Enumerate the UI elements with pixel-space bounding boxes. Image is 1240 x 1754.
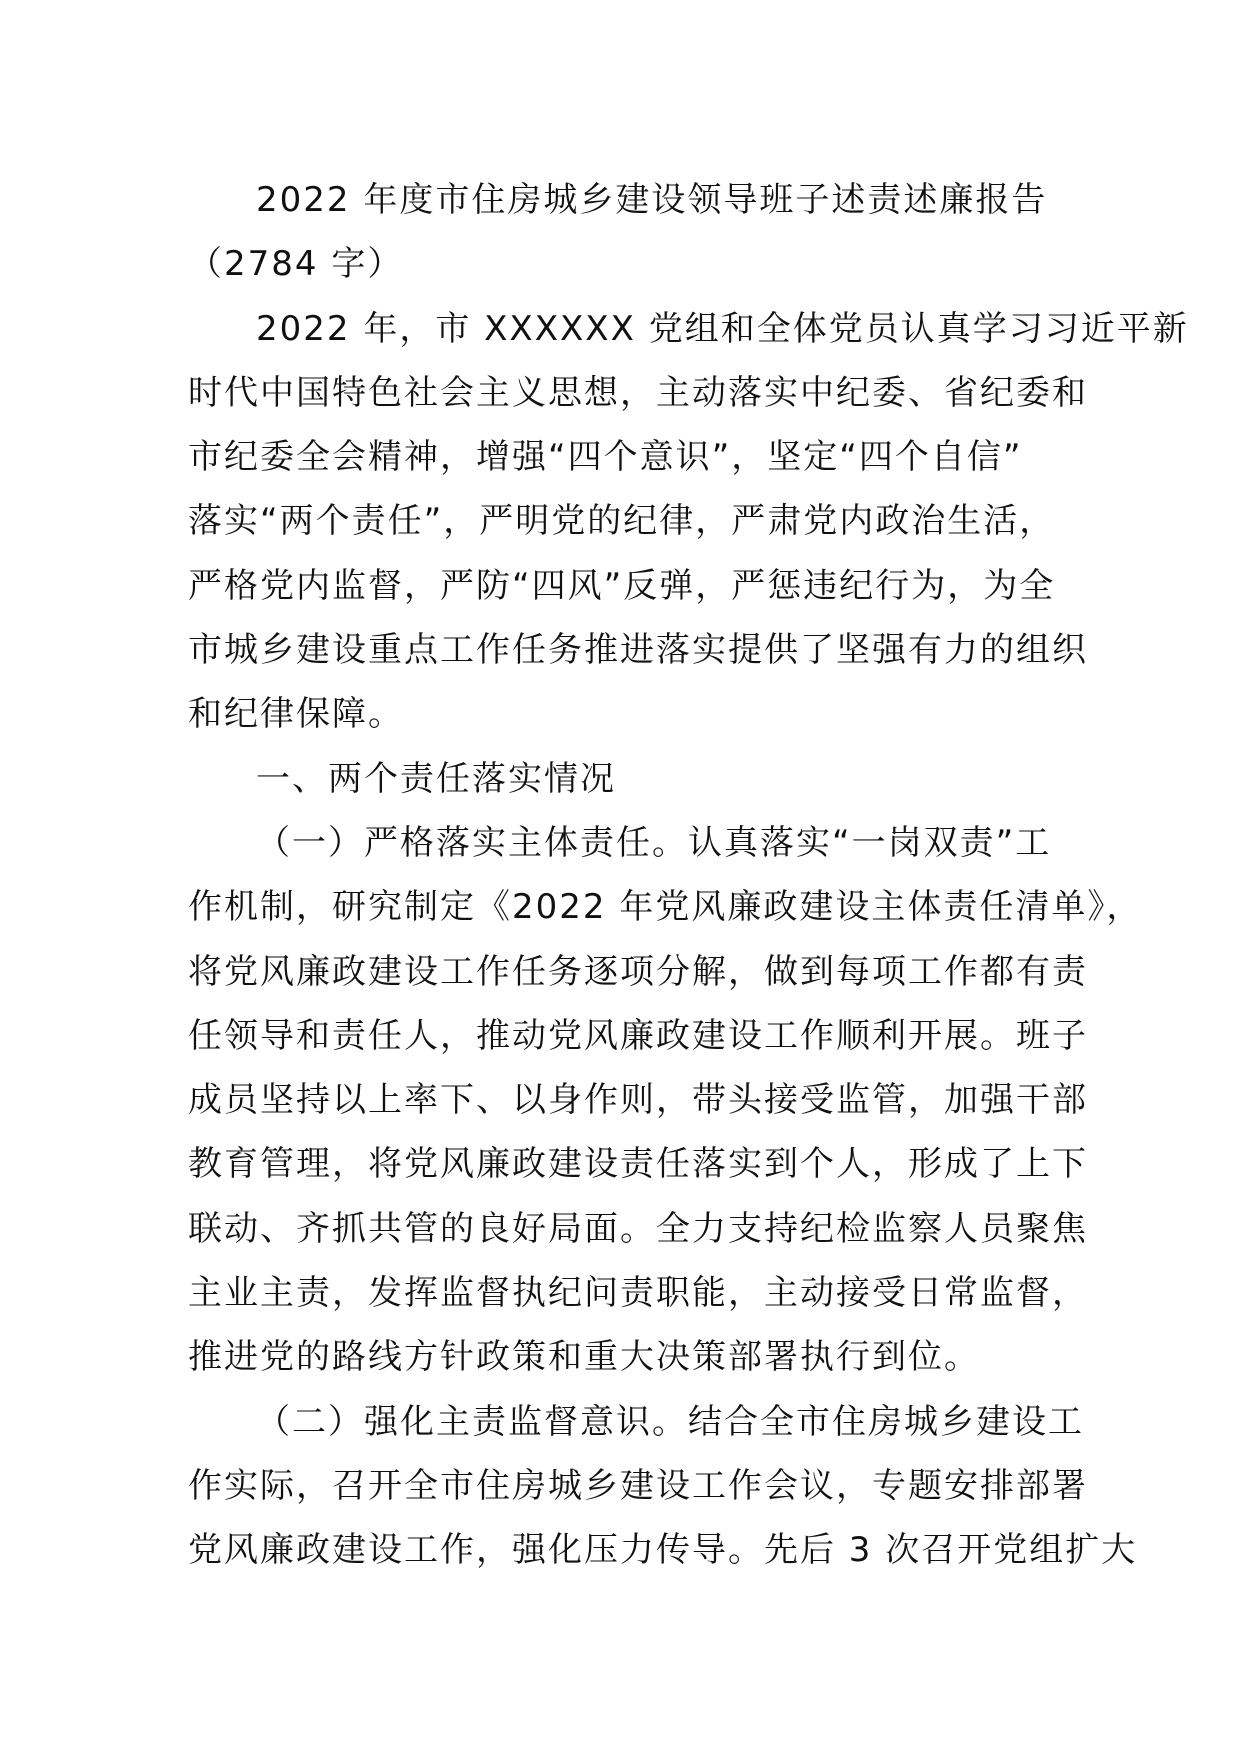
paragraph-1-line-4: 落实“两个责任”，严明党的纪律，严肃党内政治生活，: [188, 501, 1056, 542]
paragraph-3-line-5: 成员坚持以上率下、以身作则，带头接受监管，加强干部: [188, 1080, 1088, 1121]
paragraph-3-line-9: 推进党的路线方针政策和重大决策部署执行到位。: [188, 1337, 980, 1378]
paragraph-4-line-1: （二）强化主责监督意识。结合全市住房城乡建设工: [256, 1401, 1084, 1442]
paragraph-3-line-1: （一）严格落实主体责任。认真落实“一岗双责”工: [256, 822, 1052, 863]
paragraph-1-line-3: 市纪委全会精神，增强“四个意识”，坚定“四个自信”: [188, 437, 1023, 478]
paragraph-1-line-5: 严格党内监督，严防“四风”反弹，严惩违纪行为，为全: [188, 565, 1056, 606]
paragraph-4-line-2: 作实际，召开全市住房城乡建设工作会议，专题安排部署: [188, 1465, 1088, 1506]
document-title-line-1: 2022 年度市住房城乡建设领导班子述责述廉报告: [256, 180, 1048, 220]
paragraph-3-line-3: 将党风廉政建设工作任务逐项分解，做到每项工作都有责: [188, 951, 1088, 992]
document-title-line-2: （2784 字）: [188, 244, 404, 285]
paragraph-1-line-2: 时代中国特色社会主义思想，主动落实中纪委、省纪委和: [188, 372, 1088, 413]
paragraph-1-line-7: 和纪律保障。: [188, 694, 404, 735]
paragraph-3-line-6: 教育管理，将党风廉政建设责任落实到个人，形成了上下: [188, 1144, 1088, 1185]
paragraph-3-line-2: 作机制，研究制定《2022 年党风廉政建设主体责任清单》，: [188, 887, 1143, 928]
paragraph-1-line-1: 2022 年，市 XXXXXX 党组和全体党员认真学习习近平新: [256, 308, 1189, 349]
paragraph-4-line-3: 党风廉政建设工作，强化压力传导。先后 3 次召开党组扩大: [188, 1530, 1138, 1571]
document-body: [188, 168, 1189, 1583]
paragraph-3-line-7: 联动、齐抓共管的良好局面。全力支持纪检监察人员聚焦: [188, 1208, 1088, 1249]
paragraph-3-line-4: 任领导和责任人，推动党风廉政建设工作顺利开展。班子: [188, 1015, 1088, 1056]
paragraph-3-line-8: 主业主责，发挥监督执纪问责职能，主动接受日常监督，: [188, 1273, 1088, 1314]
section-heading-1: 一、两个责任落实情况: [256, 758, 616, 799]
paragraph-1-line-6: 市城乡建设重点工作任务推进落实提供了坚强有力的组织: [188, 630, 1088, 671]
